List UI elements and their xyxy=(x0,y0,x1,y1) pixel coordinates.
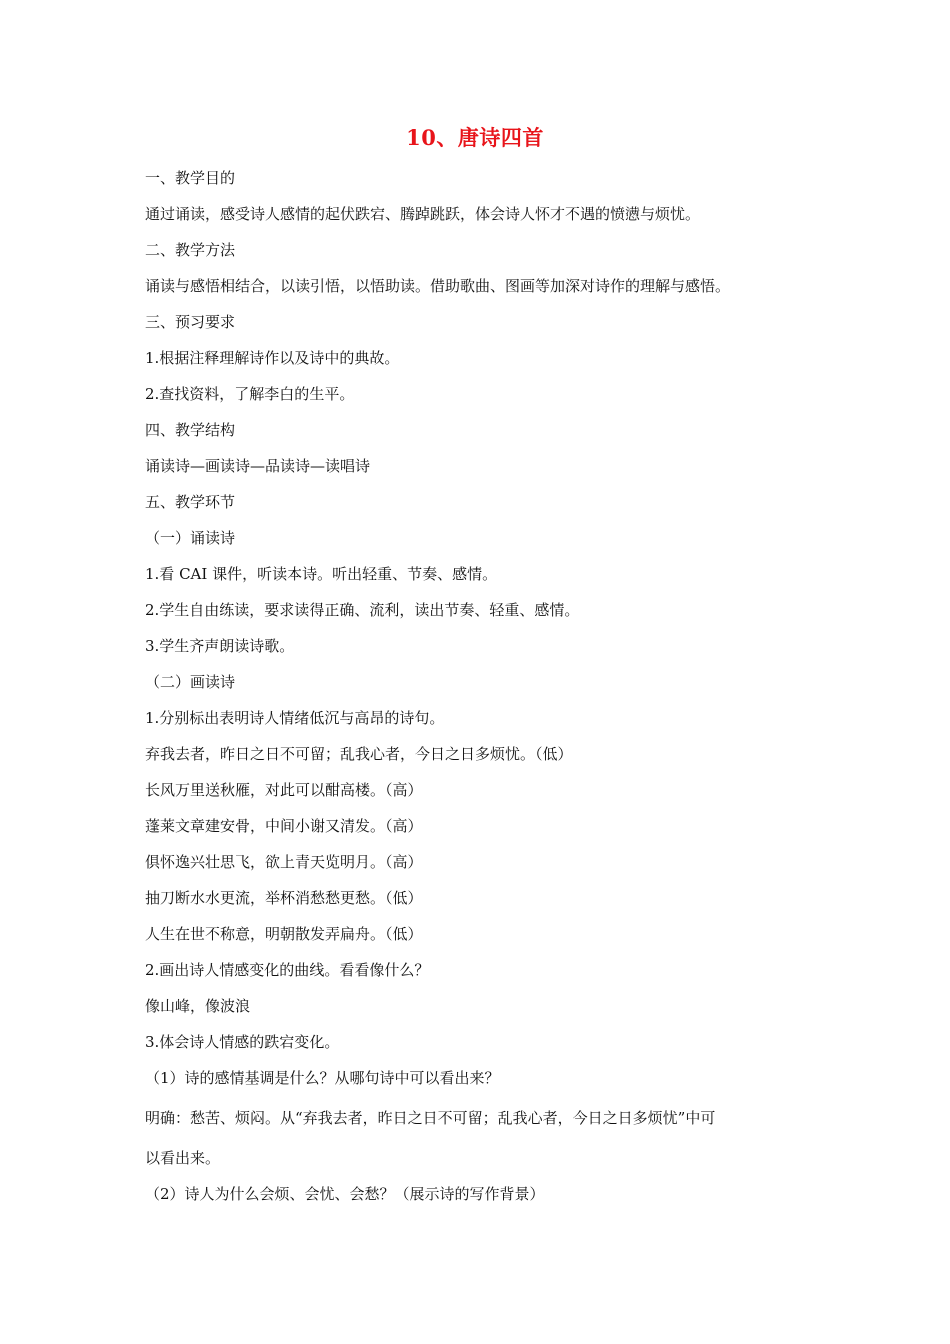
poem-line: 长风万里送秋雁，对此可以酣高楼。（高） xyxy=(145,781,423,799)
paragraph-line: 通过诵读，感受诗人感情的起伏跌宕、腾踔跳跃，体会诗人怀才不遇的愤懑与烦忧。 xyxy=(145,205,701,223)
paragraph-line: 像山峰，像波浪 xyxy=(145,997,251,1015)
section-heading: 五、教学环节 xyxy=(145,493,236,511)
answer-line: 明确：愁苦、烦闷。从“弃我去者，昨日之日不可留；乱我心者，今日之日多烦忧”中可 xyxy=(145,1109,716,1127)
list-item: 2.学生自由练读，要求读得正确、流利，读出节奏、轻重、感情。 xyxy=(145,601,580,619)
list-item: 3.体会诗人情感的跌宕变化。 xyxy=(145,1033,340,1051)
section-heading: 三、预习要求 xyxy=(145,313,236,331)
poem-line: 抽刀断水水更流，举杯消愁愁更愁。（低） xyxy=(145,889,423,907)
subsection-heading: （二）画读诗 xyxy=(145,673,236,691)
poem-line: 蓬莱文章建安骨，中间小谢又清发。（高） xyxy=(145,817,423,835)
section-heading: 一、教学目的 xyxy=(145,169,236,187)
section-heading: 二、教学方法 xyxy=(145,241,236,259)
answer-line-continued: 以看出来。 xyxy=(145,1149,221,1167)
list-item: 3.学生齐声朗读诗歌。 xyxy=(145,637,295,655)
section-heading: 四、教学结构 xyxy=(145,421,236,439)
question-line: （2）诗人为什么会烦、会忧、会愁？（展示诗的写作背景） xyxy=(145,1185,545,1203)
list-item: 1.分别标出表明诗人情绪低沉与高昂的诗句。 xyxy=(145,709,445,727)
list-item: 1.根据注释理解诗作以及诗中的典故。 xyxy=(145,349,400,367)
poem-line: 弃我去者，昨日之日不可留；乱我心者，今日之日多烦忧。（低） xyxy=(145,745,573,763)
poem-line: 俱怀逸兴壮思飞，欲上青天览明月。（高） xyxy=(145,853,423,871)
document-body xyxy=(145,160,825,1212)
subsection-heading: （一）诵读诗 xyxy=(145,529,236,547)
paragraph-line: 诵读诗—画读诗—品读诗—读唱诗 xyxy=(145,457,371,475)
list-item: 2.查找资料，了解李白的生平。 xyxy=(145,385,355,403)
list-item: 2.画出诗人情感变化的曲线。看看像什么？ xyxy=(145,961,430,979)
poem-line: 人生在世不称意，明朝散发弄扁舟。（低） xyxy=(145,925,423,943)
question-line: （1）诗的感情基调是什么？从哪句诗中可以看出来？ xyxy=(145,1069,500,1087)
list-item: 1.看 CAI 课件，听读本诗。听出轻重、节奏、感情。 xyxy=(145,565,498,583)
document-title: 10、唐诗四首 xyxy=(406,125,544,150)
paragraph-line: 诵读与感悟相结合，以读引悟，以悟助读。借助歌曲、图画等加深对诗作的理解与感悟。 xyxy=(145,277,731,295)
